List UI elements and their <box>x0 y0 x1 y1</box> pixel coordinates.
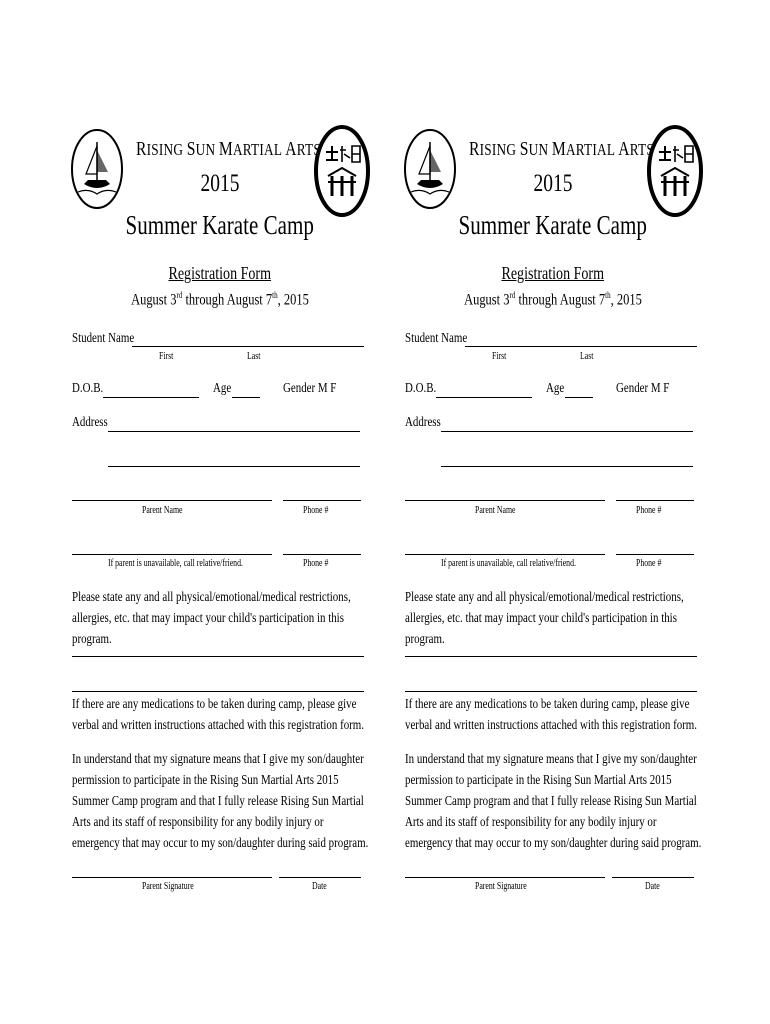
registration-heading: Registration Form <box>501 263 605 283</box>
student-name-field[interactable] <box>465 346 697 347</box>
parent-name-field[interactable] <box>405 500 605 501</box>
address-label: Address <box>405 415 441 430</box>
relative-phone-label: Phone # <box>303 558 329 569</box>
gender-selector[interactable]: Gender M F <box>616 381 670 396</box>
restrictions-instructions: Please state any and all physical/emotional/medical restrictions, allergies, etc. that may impact your child's participation in this program. <box>405 590 684 647</box>
brand-name: RISING SUN MARTIAL ARTS <box>469 138 654 160</box>
student-name-field[interactable] <box>132 346 364 347</box>
last-name-label: Last <box>580 351 594 362</box>
camp-year: 2015 <box>533 170 573 197</box>
date-label: Date <box>645 881 660 892</box>
student-name-label: Student Name <box>405 331 468 346</box>
relative-label: If parent is unavailable, call relative/friend. <box>441 558 576 569</box>
age-label: Age <box>546 381 565 396</box>
parent-name-label: Parent Name <box>142 505 183 516</box>
parent-signature-field[interactable] <box>405 877 605 878</box>
parent-phone-label: Phone # <box>303 505 329 516</box>
age-field[interactable] <box>565 397 593 398</box>
parent-name-label: Parent Name <box>475 505 516 516</box>
signature-date-field[interactable] <box>612 877 694 878</box>
registration-heading: Registration Form <box>168 263 272 283</box>
parent-signature-label: Parent Signature <box>142 881 194 892</box>
medications-instructions: If there are any medications to be taken during camp, please give verbal and written instructions attached with this registration form. <box>405 697 698 733</box>
relative-phone-field[interactable] <box>616 554 694 555</box>
relative-phone-field[interactable] <box>283 554 361 555</box>
registration-form-right <box>403 0 703 1024</box>
parent-signature-label: Parent Signature <box>475 881 527 892</box>
relative-name-field[interactable] <box>72 554 272 555</box>
relative-label: If parent is unavailable, call relative/friend. <box>108 558 243 569</box>
parent-name-field[interactable] <box>72 500 272 501</box>
camp-title: Summer Karate Camp <box>458 210 648 240</box>
first-name-label: First <box>492 351 507 362</box>
parent-signature-field[interactable] <box>72 877 272 878</box>
date-label: Date <box>312 881 327 892</box>
parent-phone-field[interactable] <box>616 500 694 501</box>
dob-label: D.O.B. <box>405 381 437 396</box>
first-name-label: First <box>159 351 174 362</box>
relative-phone-label: Phone # <box>636 558 662 569</box>
student-name-label: Student Name <box>72 331 135 346</box>
consent-statement: In understand that my signature means that I give my son/daughter permission to participate in the Rising Sun Martial Arts 2015 Summer Camp program and that I fully release Rising Sun Martial Arts and its staff of responsibility for any bodily injury or emergency that may occur to my son/daughter during said program. <box>72 752 369 851</box>
restrictions-field-line2[interactable] <box>72 691 364 692</box>
camp-title: Summer Karate Camp <box>125 210 315 240</box>
dob-label: D.O.B. <box>72 381 104 396</box>
signature-date-field[interactable] <box>279 877 361 878</box>
relative-name-field[interactable] <box>405 554 605 555</box>
parent-phone-label: Phone # <box>636 505 662 516</box>
dob-field[interactable] <box>436 397 532 398</box>
restrictions-field-line2[interactable] <box>405 691 697 692</box>
address-field-line1[interactable] <box>441 431 693 432</box>
brand-name: RISING SUN MARTIAL ARTS <box>136 138 321 160</box>
dob-field[interactable] <box>103 397 199 398</box>
restrictions-instructions: Please state any and all physical/emotional/medical restrictions, allergies, etc. that may impact your child's participation in this program. <box>72 590 351 647</box>
last-name-label: Last <box>247 351 261 362</box>
address-field-line1[interactable] <box>108 431 360 432</box>
medications-instructions: If there are any medications to be taken during camp, please give verbal and written instructions attached with this registration form. <box>72 697 365 733</box>
registration-form-left <box>70 0 370 1024</box>
address-label: Address <box>72 415 108 430</box>
gender-selector[interactable]: Gender M F <box>283 381 337 396</box>
camp-dates: August 3rd through August 7th, 2015 <box>131 290 309 309</box>
restrictions-field-line1[interactable] <box>72 656 364 657</box>
age-field[interactable] <box>232 397 260 398</box>
camp-dates: August 3rd through August 7th, 2015 <box>464 290 642 309</box>
age-label: Age <box>213 381 232 396</box>
address-field-line2[interactable] <box>441 466 693 467</box>
consent-statement: In understand that my signature means that I give my son/daughter permission to participate in the Rising Sun Martial Arts 2015 Summer Camp program and that I fully release Rising Sun Martial Arts and its staff of responsibility for any bodily injury or emergency that may occur to my son/daughter during said program. <box>405 752 702 851</box>
parent-phone-field[interactable] <box>283 500 361 501</box>
address-field-line2[interactable] <box>108 466 360 467</box>
restrictions-field-line1[interactable] <box>405 656 697 657</box>
camp-year: 2015 <box>200 170 240 197</box>
